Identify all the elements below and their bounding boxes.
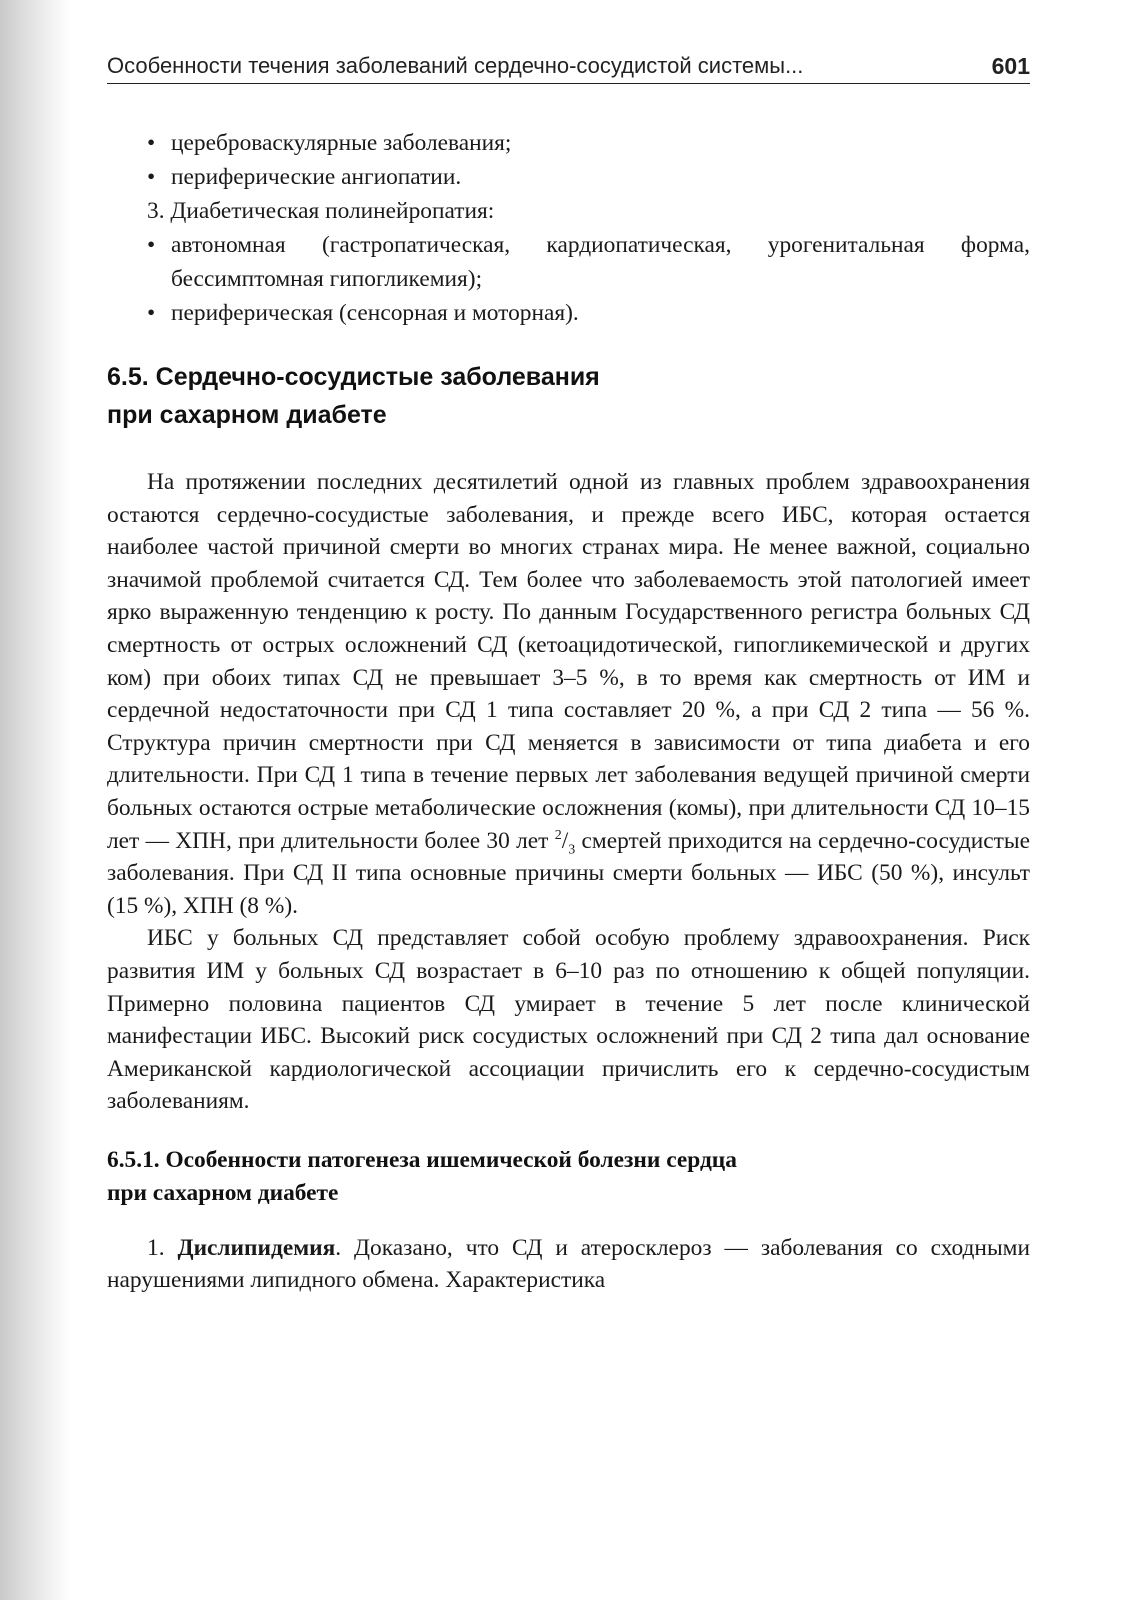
book-page: [107, 52, 1030, 1297]
item-number: 1.: [147, 1234, 165, 1261]
subsection-heading-line1: 6.5.1. Особенности патогенеза ишемической болезни сердца: [107, 1146, 737, 1173]
item-term: Дислипидемия: [177, 1234, 336, 1261]
section-body: [107, 466, 1030, 1118]
fraction-slash: /: [561, 827, 569, 854]
paragraph: ИБС у больных СД представляет собой особую проблему здравоохранения. Риск развития ИМ у больных СД возрастает в 6–10 раз по отношению к общей популяции. Примерно половина пациентов СД умирает в течение 5 лет после клинической манифестации ИБС. Высокий риск сосудистых осложнений при СД 2 типа дал основание Американской кардиологической ассоциации причислить его к сердечно-сосудистым заболеваниям.: [107, 925, 1030, 1115]
paragraph: [107, 1232, 1030, 1297]
top-list: [107, 126, 1030, 330]
list-item-text: цереброваскулярные заболевания;: [171, 130, 512, 156]
list-item-text: периферические ангиопатии.: [171, 164, 462, 190]
list-item-text: автономная (гастропатическая, кардиопатическая, урогенитальная форма, бессимптомная гипогликемия);: [171, 232, 1030, 292]
bullet-marker: •: [147, 232, 156, 258]
paragraph: [107, 466, 1030, 922]
subsection-heading: [107, 1144, 1030, 1210]
section-heading: [107, 358, 1030, 434]
list-item: [107, 228, 1030, 296]
list-item-text: 3. Диабетическая полинейропатия:: [147, 198, 495, 224]
list-item: [107, 160, 1030, 194]
bullet-marker: •: [147, 164, 156, 190]
fraction-numerator: 2: [554, 827, 562, 843]
page-spine-shadow: [0, 0, 70, 1600]
paragraph-text: смертей приходится на сердечно-сосудистые заболевания. При СД II типа основные причины смерти больных — ИБС (50 %), инсульт (15 %), ХПН (8 %).: [107, 827, 1030, 919]
section-heading-line2: при сахарном диабете: [107, 401, 387, 429]
list-item: [107, 126, 1030, 160]
fraction-denominator: 3: [568, 842, 576, 858]
paragraph-text: . Доказано, что СД и атеросклероз — заболевания со сходными нарушениями липидного обмена. Характеристика: [107, 1234, 1030, 1294]
section-heading-line1: 6.5. Сердечно-сосудистые заболевания: [107, 363, 600, 391]
list-item-text: периферическая (сенсорная и моторная).: [171, 300, 579, 326]
running-head-title: Особенности течения заболеваний сердечно-сосудистой системы...: [107, 53, 804, 78]
bullet-marker: •: [147, 300, 156, 326]
bullet-marker: •: [147, 130, 156, 156]
numbered-list-item: [107, 194, 1030, 228]
subsection-body: [107, 1232, 1030, 1297]
list-item: [107, 296, 1030, 330]
running-head: [107, 52, 1030, 84]
subsection-heading-line2: при сахарном диабете: [107, 1179, 339, 1206]
paragraph-text: На протяжении последних десятилетий одной из главных проблем здравоохранения остаются сердечно-сосудистые заболевания, и прежде всего ИБС, которая остается наиболее частой причиной смерти во многих странах мира. Не менее важной, социально значимой проблемой считается СД. Тем более что заболеваемость этой патологией имеет ярко выраженную тенденцию к росту. По данным Государственного регистра больных СД смертность от острых осложнений СД (кетоацидотической, гипогликемической и других ком) при обоих типах СД не превышает 3–5 %, в то время как смертность от ИМ и сердечной недостаточности при СД 1 типа составляет 20 %, а при СД 2 типа — 56 %. Структура причин смертности при СД меняется в зависимости от типа диабета и его длительности. При СД 1 типа в течение первых лет заболевания ведущей причиной смерти больных остаются острые метаболические осложнения (комы), при длительности СД 10–15 лет — ХПН, при длительности более 30 лет: [107, 469, 1030, 854]
page-number: 601: [991, 53, 1030, 79]
